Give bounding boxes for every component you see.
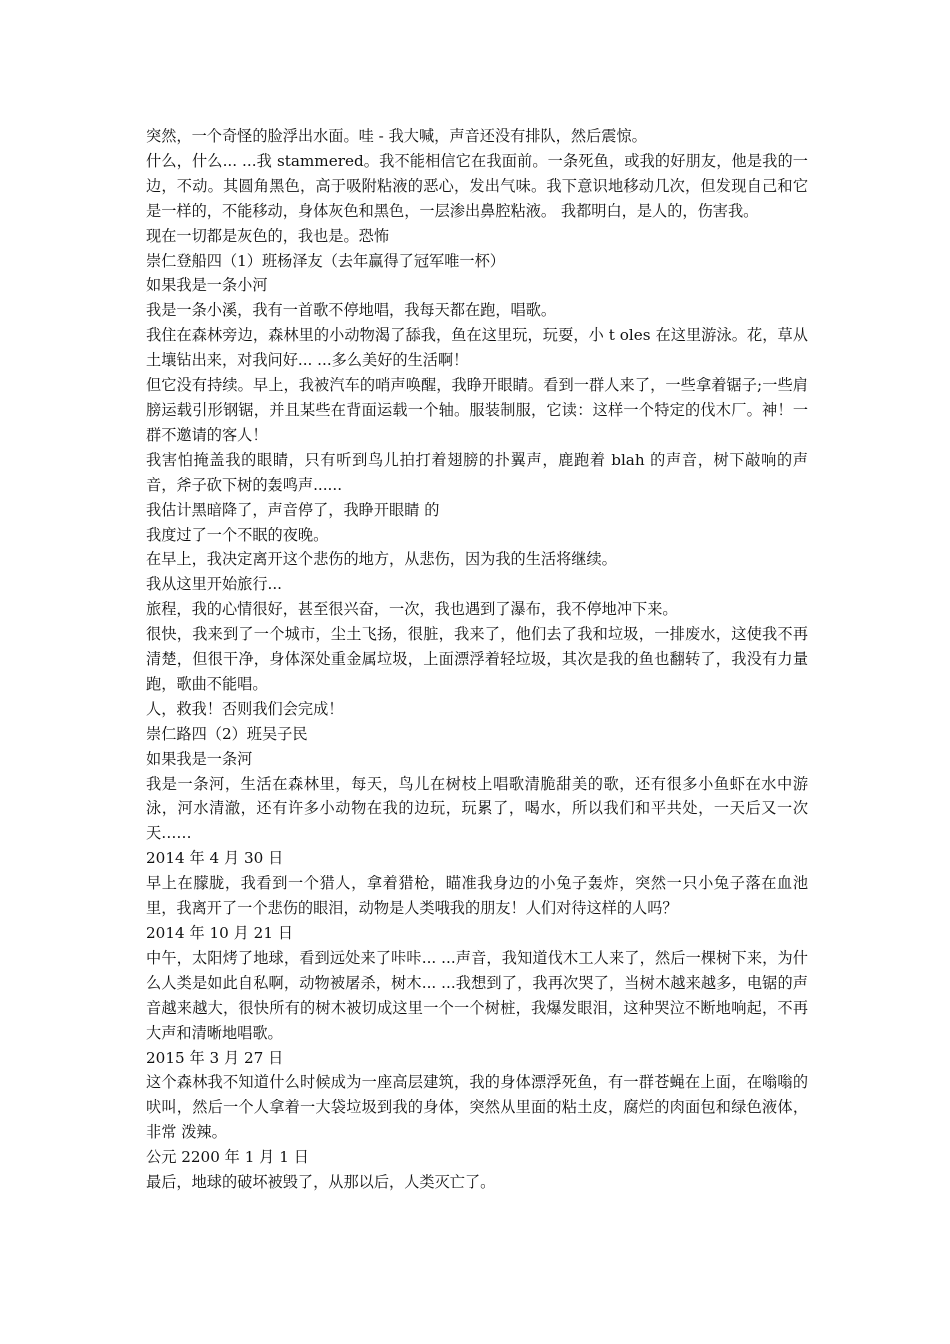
paragraph: 在早上，我决定离开这个悲伤的地方，从悲伤，因为我的生活将继续。 [146, 550, 617, 569]
date-line: 2014 年 4 月 30 日 [146, 849, 284, 868]
date-line: 2014 年 10 月 21 日 [146, 924, 294, 942]
paragraph: 最后，地球的破坏被毁了，从那以后，人类灭亡了。 [146, 1173, 496, 1192]
paragraph: 我估计黑暗降了，声音停了，我睁开眼睛 的 [146, 500, 440, 519]
date-line: 2015 年 3 月 27 日 [146, 1048, 284, 1067]
essay-title: 如果我是一条河 [146, 749, 253, 768]
paragraph: 现在一切都是灰色的，我也是。恐怖 [146, 226, 389, 245]
essay-title: 如果我是一条小河 [146, 276, 268, 295]
class-author-line: 崇仁登船四（1）班杨泽友（去年赢得了冠军唯一杯） [146, 251, 505, 270]
paragraph: 早上在朦胧，我看到一个猎人，拿着猎枪，瞄准我身边的小兔子轰炸，突然一只小兔子落在血池里，我离开了一个悲伤的眼泪，动物是人类哦我的朋友！人们对待这样的人吗？ [146, 874, 808, 918]
paragraph: 我从这里开始旅行... [146, 575, 282, 594]
paragraph: 我害怕掩盖我的眼睛，只有听到鸟儿拍打着翅膀的扑翼声，鹿跑着 blah 的声音，树下敲响的声音，斧子砍下树的轰鸣声...... [146, 450, 808, 494]
class-author-line: 崇仁路四（2）班吴子民 [146, 724, 308, 743]
paragraph: 但它没有持续。早上，我被汽车的哨声唤醒，我睁开眼睛。看到一群人来了，一些拿着锯子;一些肩膀运载引形钢锯，并且某些在背面运载一个轴。服装制服，它读：这样一个特定的伐木厂。神！一群不邀请的客人！ [146, 376, 808, 444]
paragraph: 人，救我！否则我们会完成！ [146, 699, 344, 718]
paragraph: 很快，我来到了一个城市，尘土飞扬，很脏，我来了，他们去了我和垃圾，一排废水，这使我不再清楚，但很干净，身体深处重金属垃圾，上面漂浮着轻垃圾，其次是我的鱼也翻转了，我没有力量跑，歌曲不能唱。 [146, 625, 808, 693]
paragraph: 中午，太阳烤了地球，看到远处来了咔咔... ...声音，我知道伐木工人来了，然后一棵树下来，为什么人类是如此自私啊，动物被屠杀，树木... ...我想到了，我再次哭了，当树木越来越多，电锯的声音越来越大，很快所有的树木被切成这里一个一个树桩，我爆发眼泪，这种哭泣不断地响起，不再大声和清晰地唱歌。 [146, 948, 808, 1042]
paragraph: 我是一条河，生活在森林里，每天，鸟儿在树枝上唱歌清脆甜美的歌，还有很多小鱼虾在水中游泳，河水清澈，还有许多小动物在我的边玩，玩累了，喝水，所以我们和平共处，一天后又一次 天…… [146, 774, 808, 843]
paragraph: 什么，什么... ...我 stammered。我不能相信它在我面前。一条死鱼，或我的好朋友，他是我的一边，不动。其圆角黑色，高于吸附粘液的恶心，发出气味。我下意识地移动几次，但发现自己和它是一样的，不能移动，身体灰色和黑色，一层渗出鼻腔粘液。 我都明白，是人的，伤害我。 [146, 151, 808, 220]
date-line: 公元 2200 年 1 月 1 日 [146, 1148, 309, 1167]
paragraph: 突然，一个奇怪的脸浮出水面。哇 - 我大喊，声音还没有排队，然后震惊。 [146, 127, 647, 145]
paragraph: 这个森林我不知道什么时候成为一座高层建筑，我的身体漂浮死鱼，有一群苍蝇在上面，在嗡嗡的吠叫，然后一个人拿着一大袋垃圾到我的身体，突然从里面的粘土皮，腐烂的肉面包和绿色液体，非常 泼辣。 [146, 1073, 808, 1142]
paragraph: 我度过了一个不眠的夜晚。 [146, 525, 329, 544]
paragraph: 旅程，我的心情很好，甚至很兴奋，一次，我也遇到了瀑布，我不停地冲下来。 [146, 600, 678, 619]
paragraph: 我是一条小溪，我有一首歌不停地唱，我每天都在跑，唱歌。 [146, 301, 557, 320]
document-page [146, 124, 808, 1195]
paragraph: 我住在森林旁边，森林里的小动物渴了舔我，鱼在这里玩，玩耍，小 t oles 在这里游泳。花，草从土壤钻出来，对我问好... ...多么美好的生活啊！ [146, 326, 808, 370]
